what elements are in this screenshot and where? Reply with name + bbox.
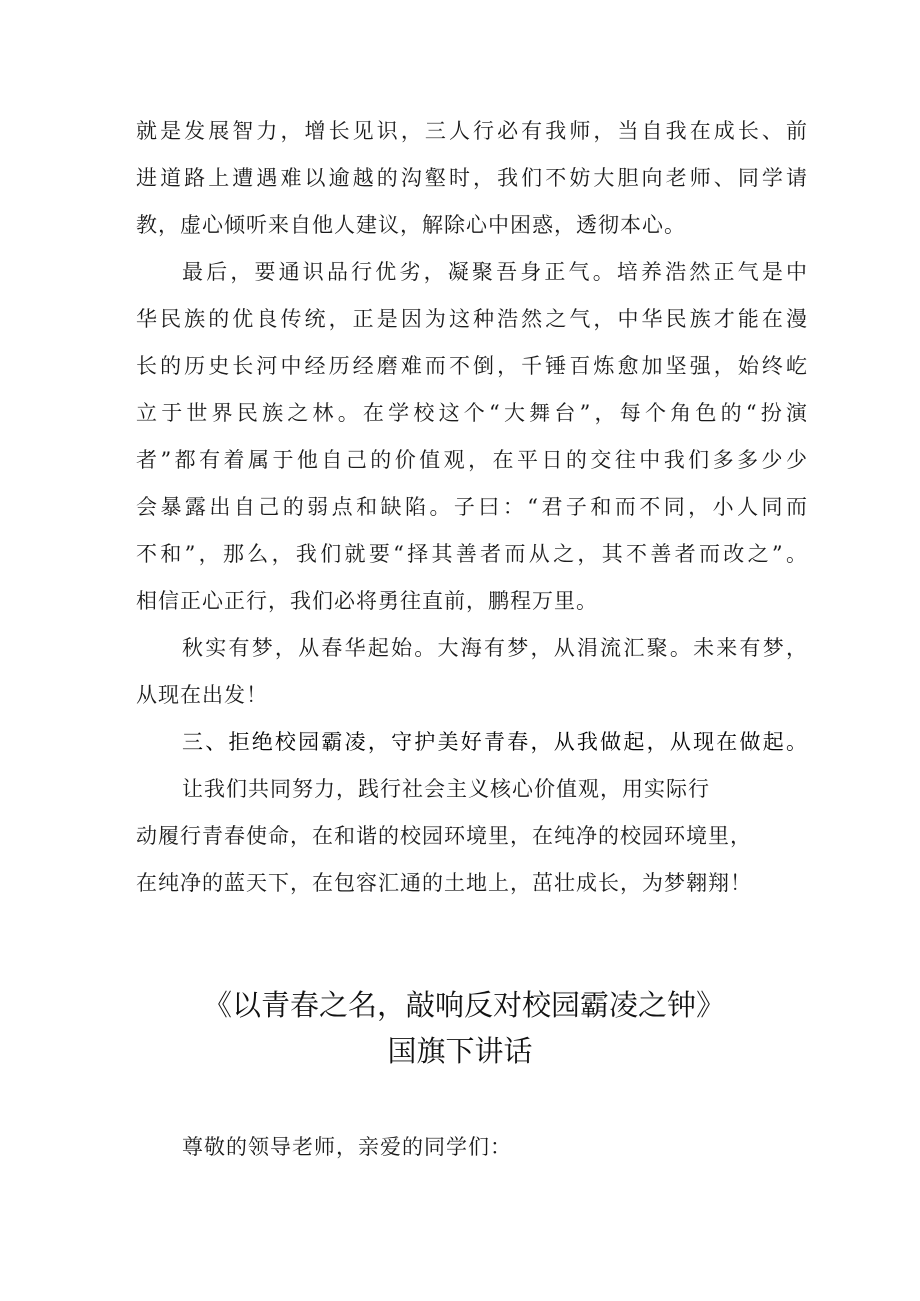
body-line-8: 者”都有着属于他自己的价值观，在平日的交往中我们多多少少 [136, 448, 808, 472]
body-line-2: 进道路上遭遇难以逾越的沟壑时，我们不妨大胆向老师、同学请 [136, 166, 808, 190]
salutation: 尊敬的领导老师，亲爱的同学们： [182, 1135, 512, 1159]
body-line-3: 教，虚心倾听来自他人建议，解除心中困惑，透彻本心。 [136, 213, 686, 237]
body-line-12: 秋实有梦，从春华起始。大海有梦，从涓流汇聚。未来有梦， [182, 636, 808, 660]
speech-title [0, 982, 920, 1074]
body-line-7: 立于世界民族之林。在学校这个“大舞台”，每个角色的“扮演 [136, 401, 808, 425]
body-line-17: 在纯净的蓝天下，在包容汇通的土地上，茁壮成长，为梦翱翔！ [136, 871, 752, 895]
speech-title-line-2: 国旗下讲话 [387, 1034, 533, 1068]
document-body [136, 108, 808, 907]
body-line-10: 不和”，那么，我们就要“择其善者而从之，其不善者而改之”。 [136, 542, 808, 566]
body-line-9: 会暴露出自己的弱点和缺陷。子曰：“君子和而不同，小人同而 [136, 495, 808, 519]
body-line-13: 从现在出发！ [136, 683, 268, 707]
body-line-5: 华民族的优良传统，正是因为这种浩然之气，中华民族才能在漫 [136, 307, 808, 331]
section-heading: 三、拒绝校园霸凌，守护美好青春，从我做起，从现在做起。 [182, 730, 808, 754]
body-line-1: 就是发展智力，增长见识，三人行必有我师，当自我在成长、前 [136, 119, 808, 143]
speech-title-line-1: 《以青春之名，敲响反对校园霸凌之钟》 [202, 988, 725, 1022]
body-line-15: 让我们共同努力，践行社会主义核心价值观，用实际行 [182, 777, 710, 801]
body-line-6: 长的历史长河中经历经磨难而不倒，千锤百炼愈加坚强，始终屹 [136, 354, 808, 378]
body-line-11: 相信正心正行，我们必将勇往直前，鹏程万里。 [136, 589, 598, 613]
body-line-16: 动履行青春使命，在和谐的校园环境里，在纯净的校园环境里， [136, 824, 752, 848]
body-line-4: 最后，要通识品行优劣，凝聚吾身正气。培养浩然正气是中 [182, 260, 808, 284]
